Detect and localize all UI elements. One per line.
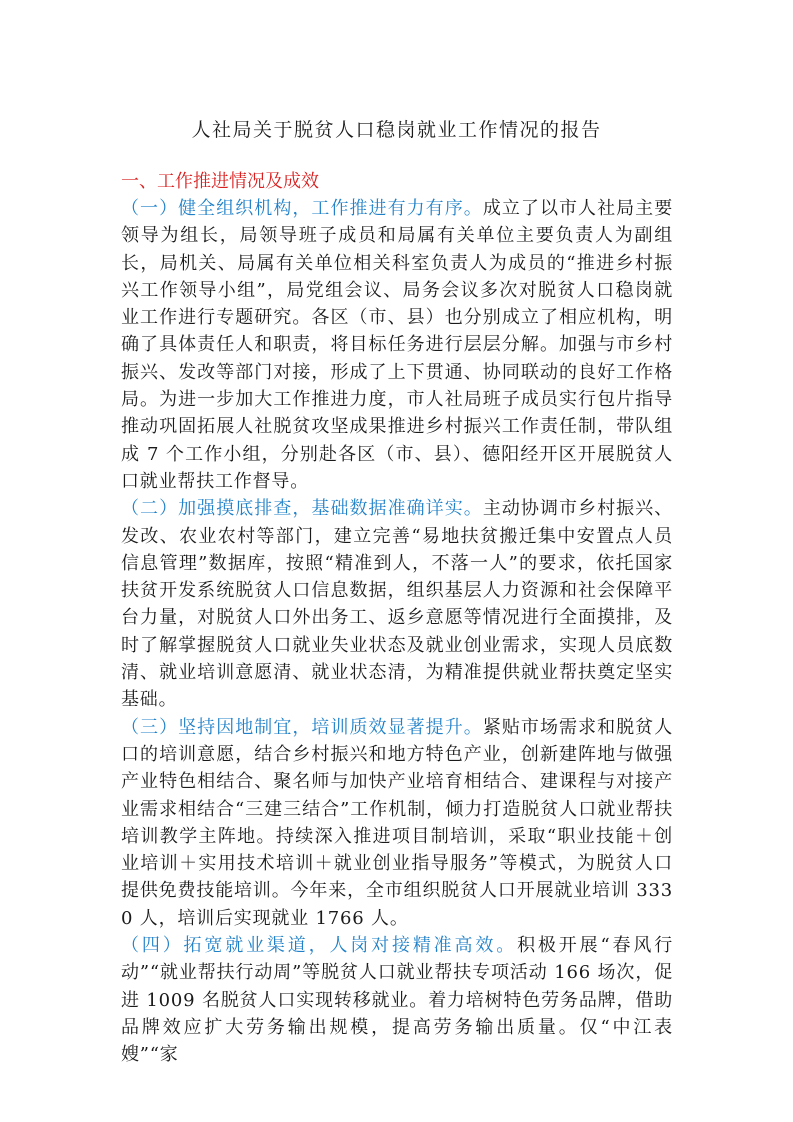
document-title: 人社局关于脱贫人口稳岗就业工作情况的报告 bbox=[191, 119, 602, 141]
document-body bbox=[121, 168, 673, 1069]
section-heading: 一、工作推进情况及成效 bbox=[121, 171, 319, 192]
paragraph-text: 积极开展“春风行动”“就业帮扶行动周”等脱贫人口就业帮扶专项活动 166 场次，促进 1009 名脱贫人口实现转移就业。着力培树特色劳务品牌，借助品牌效应扩大劳务输出规模，提高劳务输出质量。仅“中江表嫂”“家 bbox=[121, 935, 673, 1066]
paragraph-text: 成立了以市人社局主要领导为组长，局领导班子成员和局属有关单位主要负责人为副组长，局机关、局属有关单位相关科室负责人为成员的“推进乡村振兴工作领导小组”，局党组会议、局务会议多次对脱贫人口稳岗就业工作进行专题研究。各区（市、县）也分别成立了相应机构，明确了具体责任人和职责，将目标任务进行层层分解。加强与市乡村振兴、发改等部门对接，形成了上下贯通、协同联动的良好工作格局。为进一步加大工作推进力度，市人社局班子成员实行包片指导推动巩固拓展人社脱贫攻坚成果推进乡村振兴工作责任制，带队组成 7 个工作小组，分别赴各区（市、县）、德阳经开区开展脱贫人口就业帮扶工作督导。 bbox=[121, 198, 673, 492]
paragraph-1 bbox=[121, 195, 673, 495]
paragraph-text: 紧贴市场需求和脱贫人口的培训意愿，结合乡村振兴和地方特色产业，创新建阵地与做强产业特色相结合、聚名师与加快产业培育相结合、建课程与对接产业需求相结合“三建三结合”工作机制，倾力打造脱贫人口就业帮扶培训教学主阵地。持续深入推进项目制培训，采取“职业技能＋创业培训＋实用技术培训＋就业创业指导服务”等模式，为脱贫人口提供免费技能培训。今年来，全市组织脱贫人口开展就业培训 3330 人，培训后实现就业 1766 人。 bbox=[121, 716, 673, 929]
paragraph-4 bbox=[121, 932, 673, 1068]
paragraph-text: 主动协调市乡村振兴、发改、农业农村等部门，建立完善“易地扶贫搬迁集中安置点人员信息管理”数据库，按照“精准到人，不落一人”的要求，依托国家扶贫开发系统脱贫人口信息数据，组织基层人力资源和社会保障平台力量，对脱贫人口外出务工、返乡意愿等情况进行全面摸排，及时了解掌握脱贫人口就业失业状态及就业创业需求，实现人员底数清、就业培训意愿清、就业状态清，为精准提供就业帮扶奠定坚实基础。 bbox=[121, 498, 673, 711]
paragraph-lead: （四）拓宽就业渠道，人岗对接精准高效。 bbox=[121, 935, 518, 957]
paragraph-3 bbox=[121, 714, 673, 932]
paragraph-lead: （三）坚持因地制宜，培训质效显著提升。 bbox=[121, 716, 483, 738]
paragraph-2 bbox=[121, 495, 673, 713]
paragraph-lead: （一）健全组织机构，工作推进有力有序。 bbox=[121, 198, 483, 219]
paragraph-lead: （二）加强摸底排查，基础数据准确详实。 bbox=[121, 498, 483, 520]
